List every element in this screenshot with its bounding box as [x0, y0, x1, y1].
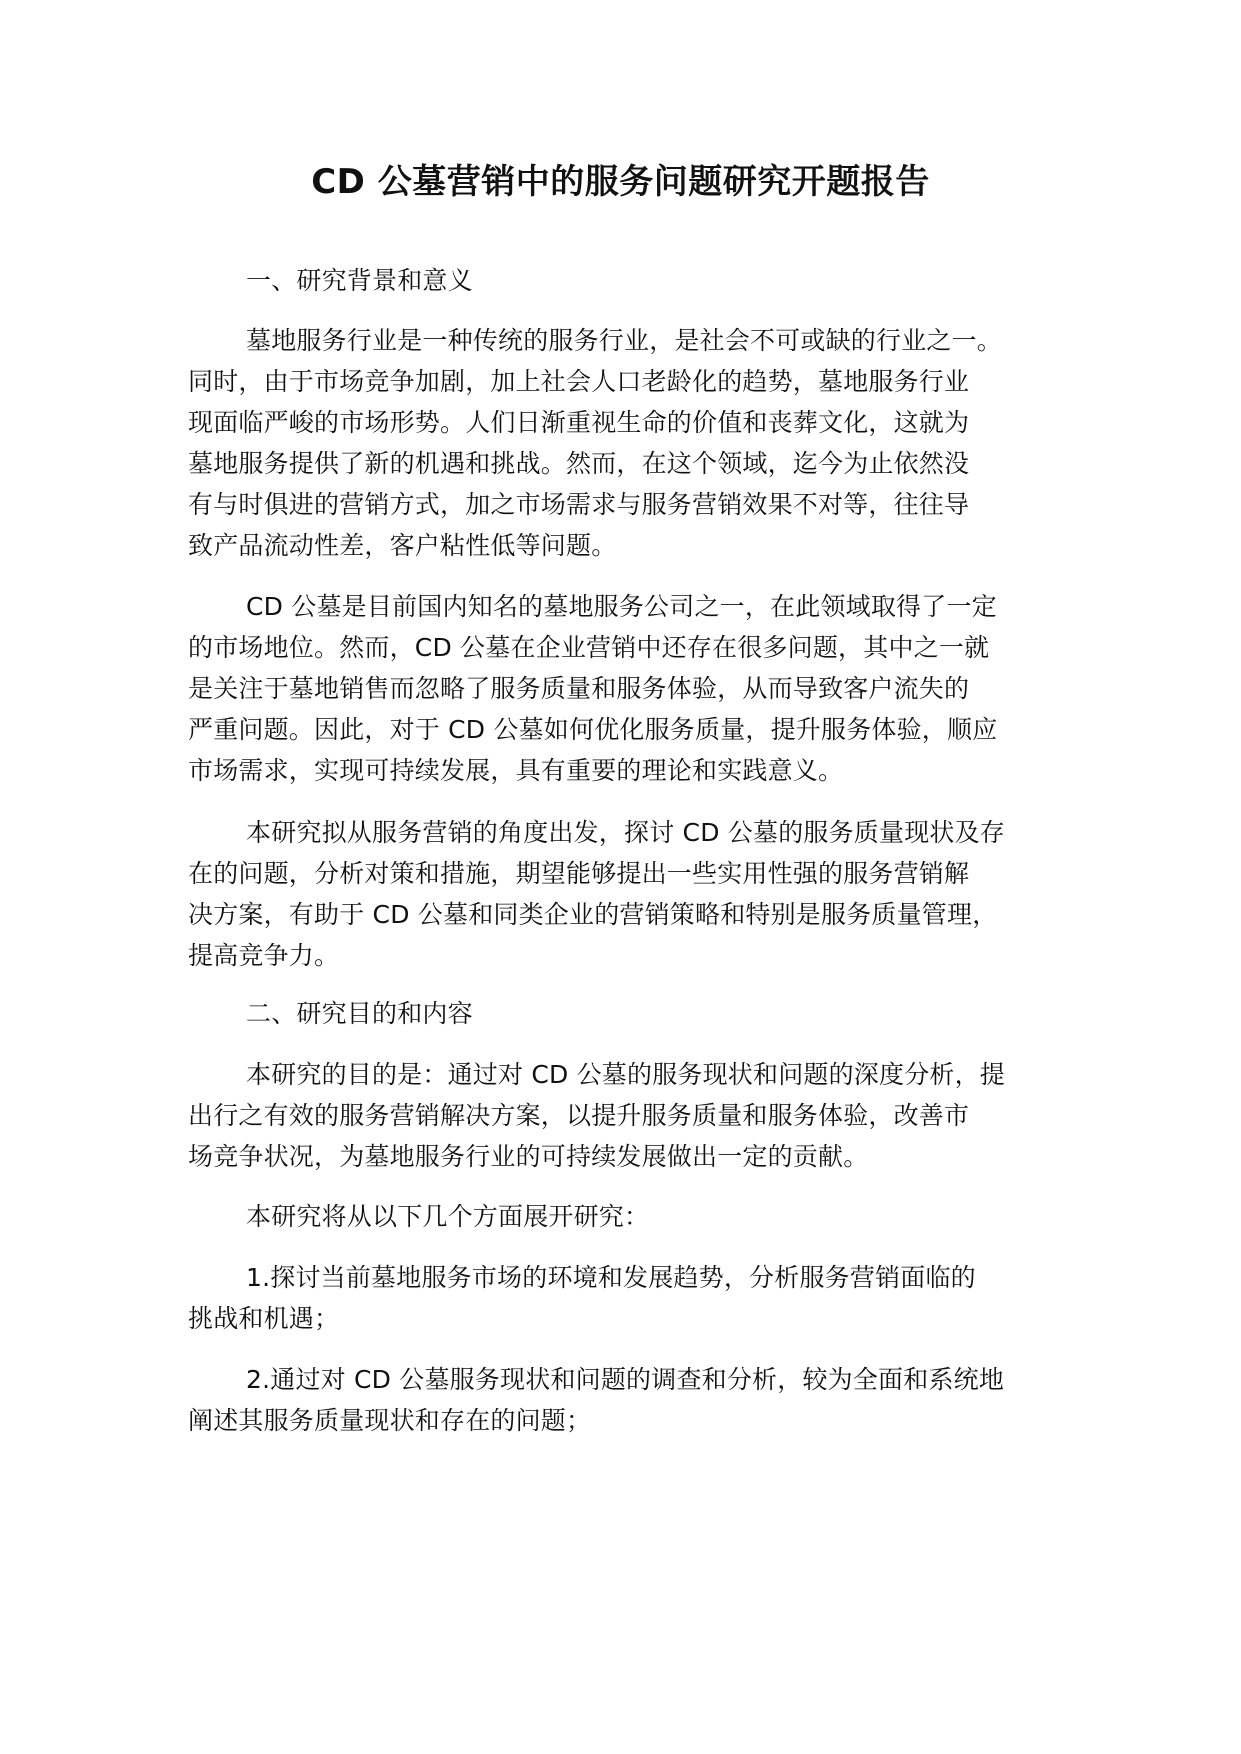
section-heading-1: 一、研究背景和意义 — [246, 266, 473, 295]
paragraph-line: 同时，由于市场竞争加剧，加上社会人口老龄化的趋势，墓地服务行业 — [188, 367, 970, 396]
paragraph-line: 提高竞争力。 — [188, 941, 340, 970]
paragraph-line: 严重问题。因此，对于 CD 公墓如何优化服务质量，提升服务体验，顺应 — [188, 715, 998, 744]
paragraph-line: CD 公墓是目前国内知名的墓地服务公司之一，在此领域取得了一定 — [246, 592, 997, 621]
paragraph-line: 出行之有效的服务营销解决方案，以提升服务质量和服务体验，改善市 — [188, 1101, 970, 1130]
list-item-line: 1.探讨当前墓地服务市场的环境和发展趋势，分析服务营销面临的 — [246, 1263, 976, 1292]
paragraph-line: 的市场地位。然而，CD 公墓在企业营销中还存在很多问题，其中之一就 — [188, 633, 990, 662]
paragraph-line: 本研究的目的是：通过对 CD 公墓的服务现状和问题的深度分析，提 — [246, 1060, 1006, 1089]
paragraph-line: 本研究将从以下几个方面展开研究： — [246, 1202, 650, 1231]
paragraph-line: 墓地服务行业是一种传统的服务行业，是社会不可或缺的行业之一。 — [246, 326, 1003, 355]
paragraph-line: 致产品流动性差，客户粘性低等问题。 — [188, 531, 617, 560]
paragraph-line: 现面临严峻的市场形势。人们日渐重视生命的价值和丧葬文化，这就为 — [188, 408, 970, 437]
paragraph-line: 有与时俱进的营销方式，加之市场需求与服务营销效果不对等，往往导 — [188, 490, 970, 519]
paragraph-line: 市场需求，实现可持续发展，具有重要的理论和实践意义。 — [188, 756, 844, 785]
list-item-line: 2.通过对 CD 公墓服务现状和问题的调查和分析，较为全面和系统地 — [246, 1365, 1005, 1394]
paragraph-line: 在的问题，分析对策和措施，期望能够提出一些实用性强的服务营销解 — [188, 859, 970, 888]
paragraph-line: 场竞争状况，为墓地服务行业的可持续发展做出一定的贡献。 — [188, 1142, 869, 1171]
list-item-line: 挑战和机遇； — [188, 1304, 340, 1333]
paragraph-line: 墓地服务提供了新的机遇和挑战。然而，在这个领域，迄今为止依然没 — [188, 449, 970, 478]
paragraph-line: 是关注于墓地销售而忽略了服务质量和服务体验，从而导致客户流失的 — [188, 674, 970, 703]
paragraph-line: 决方案，有助于 CD 公墓和同类企业的营销策略和特别是服务质量管理， — [188, 900, 998, 929]
list-item-line: 阐述其服务质量现状和存在的问题； — [188, 1406, 592, 1435]
section-heading-2: 二、研究目的和内容 — [246, 999, 473, 1028]
paragraph-line: 本研究拟从服务营销的角度出发，探讨 CD 公墓的服务质量现状及存 — [246, 818, 1006, 847]
document-title: CD 公墓营销中的服务问题研究开题报告 — [311, 162, 930, 202]
